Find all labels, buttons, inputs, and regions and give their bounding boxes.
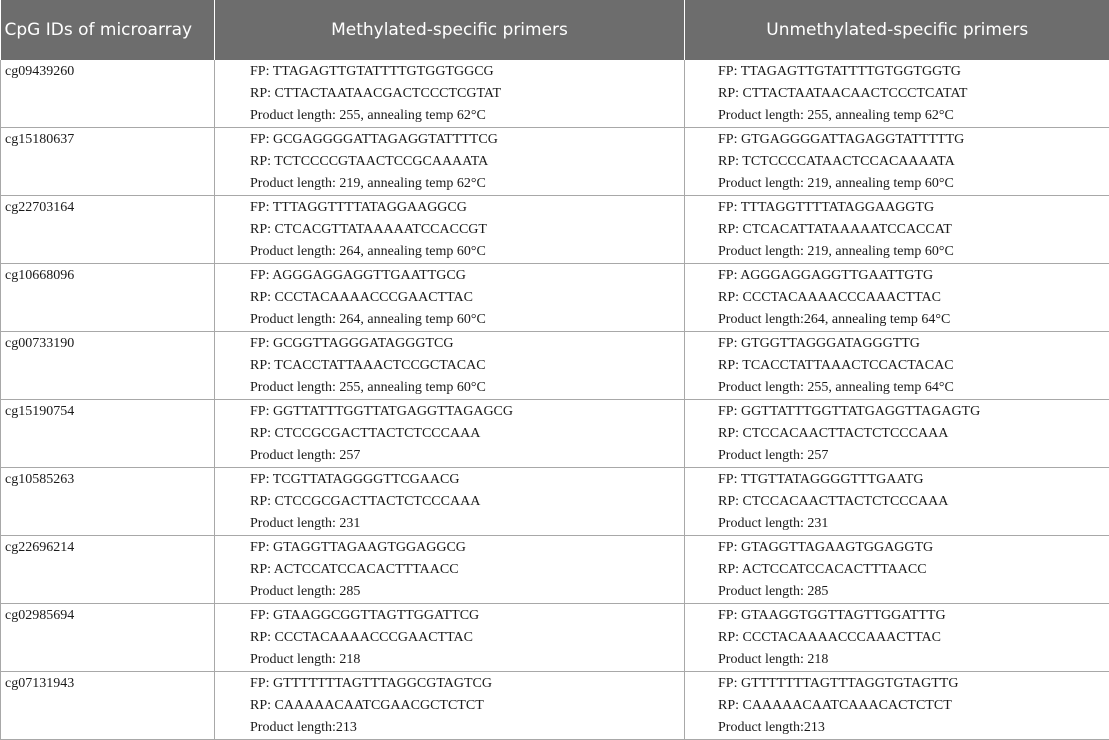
methylated-reverse-primer: RP: CTCCGCGACTTACTCTCCCAAA [250,423,680,445]
methylated-product-info: Product length: 255, annealing temp 62°C [250,105,680,127]
cpg-id-cell [1,264,215,332]
methylated-forward-primer: FP: GCGAGGGGATTAGAGGTATTTTCG [250,129,680,151]
unmethylated-forward-primer: FP: GTGGTTAGGGATAGGGTTG [718,333,1105,355]
unmethylated-forward-primer: FP: GGTTATTTGGTTATGAGGTTAGAGTG [718,401,1105,423]
methylated-reverse-primer: RP: CTCACGTTATAAAAATCCACCGT [250,219,680,241]
cpg-id: cg10585263 [5,469,210,491]
unmethylated-forward-primer: FP: AGGGAGGAGGTTGAATTGTG [718,265,1105,287]
unmethylated-reverse-primer: RP: ACTCCATCCACACTTTAACC [718,559,1105,581]
methylated-primers-cell [215,400,685,468]
methylated-forward-primer: FP: GCGGTTAGGGATAGGGTCG [250,333,680,355]
unmethylated-product-info: Product length: 285 [718,581,1105,603]
methylated-product-info: Product length: 231 [250,513,680,535]
unmethylated-primers-cell [685,400,1109,468]
unmethylated-forward-primer: FP: GTAAGGTGGTTAGTTGGATTTG [718,605,1105,627]
methylated-product-info: Product length: 219, annealing temp 62°C [250,173,680,195]
unmethylated-product-info: Product length: 218 [718,649,1105,671]
cpg-id: cg09439260 [5,61,210,83]
cpg-id-cell [1,672,215,740]
unmethylated-reverse-primer: RP: TCACCTATTAAACTCCACTACAC [718,355,1105,377]
cpg-id-cell [1,196,215,264]
cpg-id: cg22696214 [5,537,210,559]
unmethylated-reverse-primer: RP: TCTCCCCATAACTCCACAAAATA [718,151,1105,173]
table-row [1,60,1109,128]
methylated-primers-cell [215,468,685,536]
methylated-product-info: Product length: 255, annealing temp 60°C [250,377,680,399]
methylated-forward-primer: FP: GTAGGTTAGAAGTGGAGGCG [250,537,680,559]
unmethylated-reverse-primer: RP: CTCCACAACTTACTCTCCCAAA [718,423,1105,445]
header-cpg-ids: CpG IDs of microarray [1,0,215,60]
unmethylated-primers-cell [685,468,1109,536]
unmethylated-primers-cell [685,264,1109,332]
methylated-forward-primer: FP: GTAAGGCGGTTAGTTGGATTCG [250,605,680,627]
cpg-id-cell [1,60,215,128]
unmethylated-reverse-primer: RP: CAAAAACAATCAAACACTCTCT [718,695,1105,717]
cpg-id: cg02985694 [5,605,210,627]
unmethylated-reverse-primer: RP: CTCCACAACTTACTCTCCCAAA [718,491,1105,513]
unmethylated-forward-primer: FP: GTAGGTTAGAAGTGGAGGTG [718,537,1105,559]
methylated-reverse-primer: RP: CAAAAACAATCGAACGCTCTCT [250,695,680,717]
cpg-id-cell [1,400,215,468]
cpg-id: cg00733190 [5,333,210,355]
header-row [1,0,1109,60]
methylated-product-info: Product length: 285 [250,581,680,603]
unmethylated-primers-cell [685,332,1109,400]
header-methylated-primers: Methylated-specific primers [215,0,685,60]
unmethylated-primers-cell [685,604,1109,672]
methylated-reverse-primer: RP: CTTACTAATAACGACTCCCTCGTAT [250,83,680,105]
unmethylated-forward-primer: FP: TTGTTATAGGGGTTTGAATG [718,469,1105,491]
unmethylated-reverse-primer: RP: CCCTACAAAACCCAAACTTAC [718,627,1105,649]
table-row [1,332,1109,400]
unmethylated-forward-primer: FP: GTGAGGGGATTAGAGGTATTTTTG [718,129,1105,151]
methylated-forward-primer: FP: GTTTTTTTAGTTTAGGCGTAGTCG [250,673,680,695]
cpg-id: cg22703164 [5,197,210,219]
unmethylated-product-info: Product length:264, annealing temp 64°C [718,309,1105,331]
table-row [1,264,1109,332]
methylated-product-info: Product length: 218 [250,649,680,671]
methylated-reverse-primer: RP: TCACCTATTAAACTCCGCTACAC [250,355,680,377]
table-header [1,0,1109,60]
unmethylated-reverse-primer: RP: CCCTACAAAACCCAAACTTAC [718,287,1105,309]
table-row [1,536,1109,604]
methylated-primers-cell [215,196,685,264]
cpg-id: cg15180637 [5,129,210,151]
methylated-primers-cell [215,60,685,128]
cpg-id-cell [1,332,215,400]
methylated-reverse-primer: RP: CTCCGCGACTTACTCTCCCAAA [250,491,680,513]
table-body [1,60,1109,740]
methylated-forward-primer: FP: AGGGAGGAGGTTGAATTGCG [250,265,680,287]
methylated-product-info: Product length: 264, annealing temp 60°C [250,309,680,331]
methylated-primers-cell [215,128,685,196]
methylated-reverse-primer: RP: ACTCCATCCACACTTTAACC [250,559,680,581]
table-row [1,672,1109,740]
unmethylated-product-info: Product length: 255, annealing temp 64°C [718,377,1105,399]
methylated-primers-cell [215,536,685,604]
cpg-id: cg10668096 [5,265,210,287]
methylated-primers-cell [215,604,685,672]
table-row [1,468,1109,536]
methylated-primers-cell [215,332,685,400]
cpg-id: cg07131943 [5,673,210,695]
cpg-id: cg15190754 [5,401,210,423]
unmethylated-reverse-primer: RP: CTTACTAATAACAACTCCCTCATAT [718,83,1105,105]
methylated-product-info: Product length: 264, annealing temp 60°C [250,241,680,263]
unmethylated-product-info: Product length: 219, annealing temp 60°C [718,173,1105,195]
unmethylated-forward-primer: FP: TTTAGGTTTTATAGGAAGGTG [718,197,1105,219]
unmethylated-primers-cell [685,128,1109,196]
methylated-forward-primer: FP: GGTTATTTGGTTATGAGGTTAGAGCG [250,401,680,423]
unmethylated-forward-primer: FP: TTAGAGTTGTATTTTGTGGTGGTG [718,61,1105,83]
methylated-forward-primer: FP: TCGTTATAGGGGTTCGAACG [250,469,680,491]
methylated-reverse-primer: RP: CCCTACAAAACCCGAACTTAC [250,627,680,649]
unmethylated-product-info: Product length: 255, annealing temp 62°C [718,105,1105,127]
table-row [1,604,1109,672]
header-unmethylated-primers: Unmethylated-specific primers [685,0,1109,60]
unmethylated-forward-primer: FP: GTTTTTTTAGTTTAGGTGTAGTTG [718,673,1105,695]
cpg-id-cell [1,604,215,672]
unmethylated-primers-cell [685,60,1109,128]
unmethylated-reverse-primer: RP: CTCACATTATAAAAATCCACCAT [718,219,1105,241]
unmethylated-product-info: Product length: 231 [718,513,1105,535]
unmethylated-primers-cell [685,536,1109,604]
methylated-forward-primer: FP: TTTAGGTTTTATAGGAAGGCG [250,197,680,219]
cpg-id-cell [1,468,215,536]
methylated-reverse-primer: RP: TCTCCCCGTAACTCCGCAAAATA [250,151,680,173]
table-row [1,400,1109,468]
methylated-primers-cell [215,264,685,332]
table-row [1,128,1109,196]
methylated-forward-primer: FP: TTAGAGTTGTATTTTGTGGTGGCG [250,61,680,83]
unmethylated-primers-cell [685,672,1109,740]
unmethylated-product-info: Product length: 219, annealing temp 60°C [718,241,1105,263]
methylated-primers-cell [215,672,685,740]
unmethylated-primers-cell [685,196,1109,264]
cpg-id-cell [1,536,215,604]
unmethylated-product-info: Product length: 257 [718,445,1105,467]
unmethylated-product-info: Product length:213 [718,717,1105,739]
cpg-id-cell [1,128,215,196]
methylated-product-info: Product length:213 [250,717,680,739]
table-row [1,196,1109,264]
methylated-product-info: Product length: 257 [250,445,680,467]
methylated-reverse-primer: RP: CCCTACAAAACCCGAACTTAC [250,287,680,309]
